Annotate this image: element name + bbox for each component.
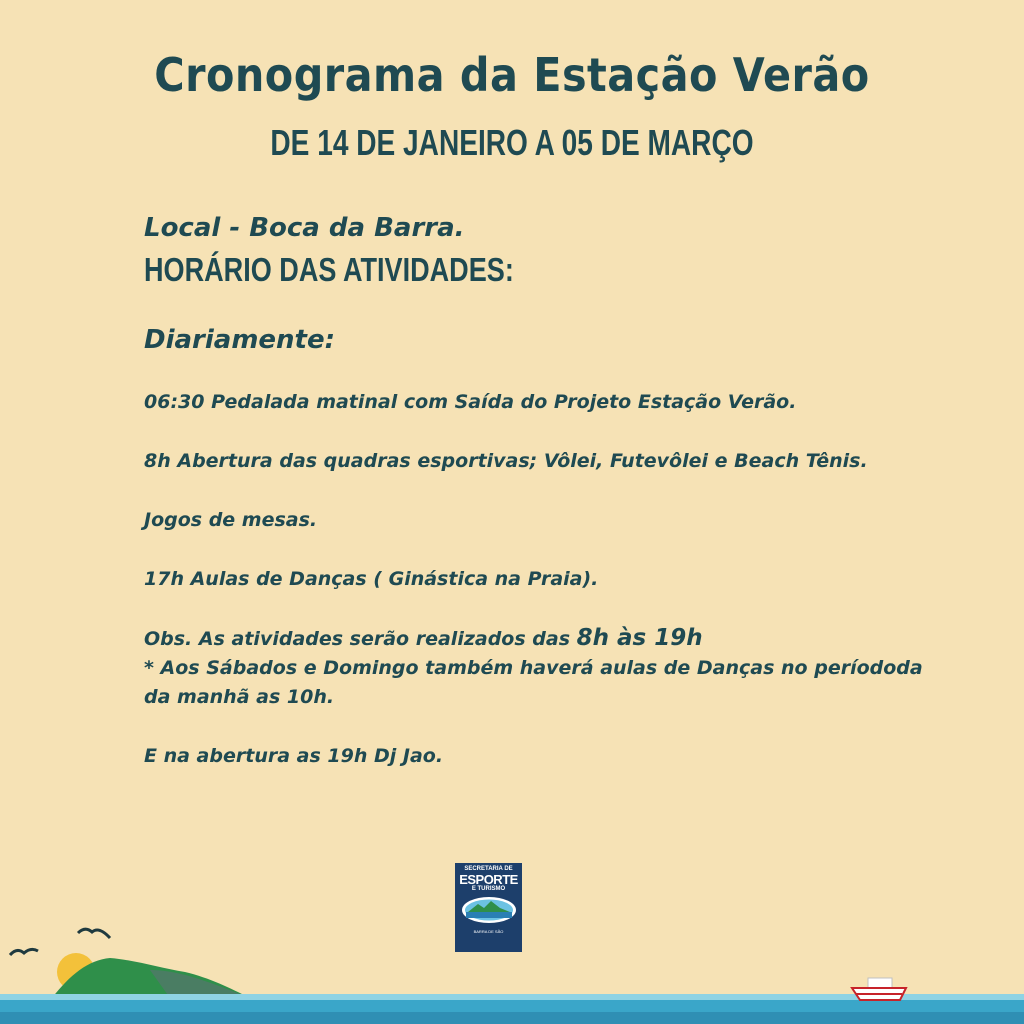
activity-item-courts: 8h Abertura das quadras esportivas; Vôlei, Futevôlei e Beach Tênis. (144, 450, 868, 472)
opening-dj-note: E na abertura as 19h Dj Jao. (144, 745, 444, 767)
poster-title: Cronograma da Estação Verão (154, 48, 870, 102)
logo-line-3: E TURISMO (471, 886, 506, 892)
observation-text: Obs. As atividades serão realizados das (144, 628, 577, 650)
activity-item-table-games: Jogos de mesas. (144, 509, 318, 531)
activity-item-dance: 17h Aulas de Danças ( Ginástica na Praia). (144, 568, 599, 590)
observation-note (144, 624, 924, 712)
location-line: Local - Boca da Barra. (144, 213, 465, 243)
daily-heading: Diariamente: (144, 325, 336, 355)
date-range: DE 14 DE JANEIRO A 05 DE MARÇO (270, 122, 754, 163)
logo-line-2: ESPORTE (459, 872, 518, 887)
activity-item-bike-ride: 06:30 Pedalada matinal com Saída do Projeto Estação Verão. (144, 391, 797, 413)
boat-icon (852, 978, 906, 1000)
observation-hours: 8h às 19h (576, 625, 703, 651)
logo-line-1: SECRETARIA DE (464, 866, 513, 872)
schedule-heading: HORÁRIO DAS ATIVIDADES: (144, 251, 514, 288)
logo-line-4: BARRA DE SÃO (473, 929, 504, 934)
weekend-note: * Aos Sábados e Domingo também haverá aulas de Danças no períododa da manhã as 10h. (144, 657, 923, 708)
schedule-content (144, 210, 924, 771)
birds-icon (10, 929, 110, 955)
beach-scene (0, 920, 1024, 1024)
